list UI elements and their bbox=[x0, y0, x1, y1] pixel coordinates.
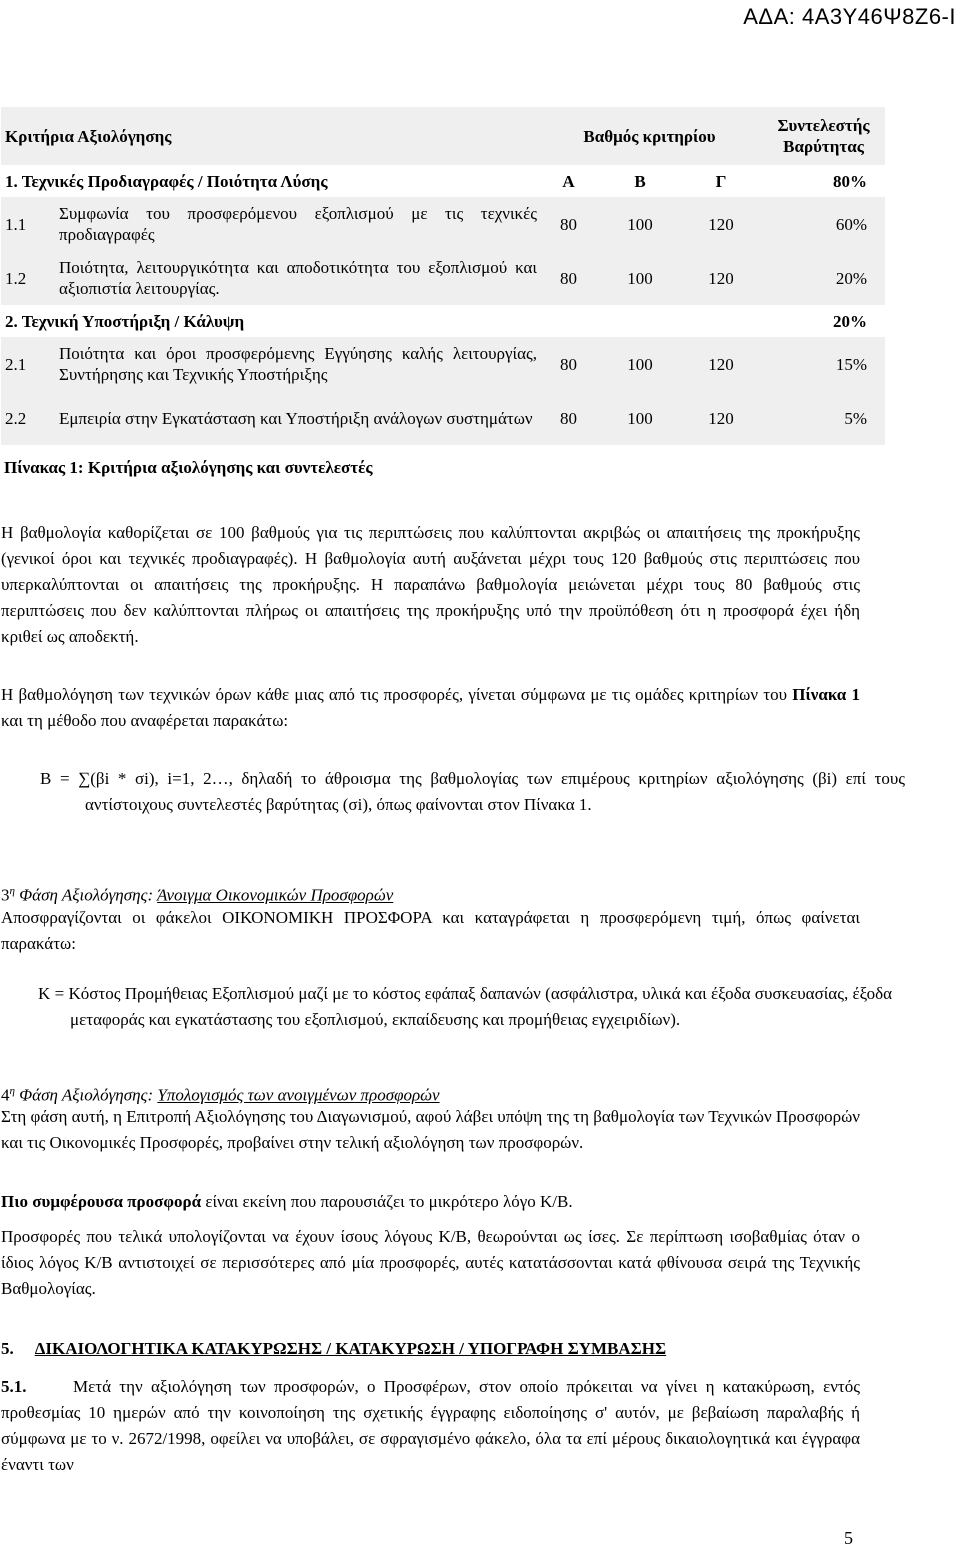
paragraph-method bbox=[1, 682, 860, 734]
row-number: 2.1 bbox=[5, 354, 27, 374]
table-caption: Πίνακας 1: Κριτήρια αξιολόγησης και συντελεστές bbox=[4, 458, 373, 477]
phase4-sup: η bbox=[9, 1085, 15, 1097]
phase3-number: 3 bbox=[1, 885, 10, 905]
header-grade: Βαθμός κριτηρίου bbox=[537, 107, 762, 165]
paragraph-5-1 bbox=[1, 1374, 860, 1478]
table-row bbox=[1, 251, 885, 305]
row-number: 2.2 bbox=[5, 408, 27, 428]
page-number: 5 bbox=[844, 1528, 853, 1548]
section5-heading bbox=[1, 1336, 860, 1362]
section-row bbox=[1, 165, 885, 197]
phase3-label: Φάση Αξιολόγησης: bbox=[14, 885, 158, 905]
row-weight: 60% bbox=[835, 214, 868, 234]
score-c: 120 bbox=[708, 354, 734, 374]
section5-title: ΔΙΚΑΙΟΛΟΓΗΤΙΚΑ ΚΑΤΑΚΥΡΩΣΗΣ / ΚΑΤΑΚΥΡΩΣΗ / ΥΠΟΓΡΑΦΗ ΣΥΜΒΑΣΗΣ bbox=[34, 1339, 667, 1358]
score-c: 120 bbox=[708, 268, 734, 288]
paragraph-phase3: Αποσφραγίζονται οι φάκελοι ΟΙΚΟΝΟΜΙΚΗ ΠΡΟΣΦΟΡΑ και καταγράφεται η προσφερόμενη τιμή, όπως φαίνεται παρακάτω: bbox=[1, 908, 860, 953]
paragraph-scoring: Η βαθμολογία καθορίζεται σε 100 βαθμούς για τις περιπτώσεις που καλύπτονται ακριβώς οι απαιτήσεις της προκήρυξης (γενικοί όροι και τεχνικές προδιαγραφές). Η βαθμολογία αυτή αυξάνεται μέχρι τους 120 βαθμούς στις περιπτώσεις που υπερκαλύπτονται οι απαιτήσεις της προκήρυξης. Η παραπάνω βαθμολογία μειώνεται μέχρι τους 80 βαθμούς στις περιπτώσεις που δεν καλύπτονται πλήρως οι απαιτήσεις της προκήρυξης υπό την προϋπόθεση ότι η προσφορά έχει ήδη κριθεί ως αποδεκτή. bbox=[1, 523, 860, 646]
table-header-row bbox=[1, 107, 885, 165]
score-b: 100 bbox=[627, 408, 653, 428]
level-c: Γ bbox=[680, 165, 762, 197]
score-b: 100 bbox=[627, 214, 653, 234]
table-row bbox=[1, 197, 885, 251]
clause-number: 5.1. bbox=[1, 1377, 27, 1396]
phase3-title: Άνοιγμα Οικονομικών Προσφορών bbox=[157, 885, 394, 905]
score-a: 80 bbox=[560, 268, 577, 288]
level-b: Β bbox=[600, 165, 680, 197]
level-a: Α bbox=[537, 165, 600, 197]
section-title: 1. Τεχνικές Προδιαγραφές / Ποιότητα Λύσης bbox=[1, 165, 537, 197]
criteria-table bbox=[1, 107, 885, 445]
row-weight: 15% bbox=[835, 354, 868, 374]
table-row bbox=[1, 337, 885, 391]
header-weight: Συντελεστής Βαρύτητας bbox=[762, 107, 885, 165]
formula-definition: Β = ∑(βi * σi), i=1, 2…, δηλαδή το άθροισμα της βαθμολογίας των επιμέρους κριτηρίων αξιολόγησης (βi) επί τους αντίστοιχους συντελεστές βαρύτητας (σi), όπως φαίνονται στον Πίνακα 1. bbox=[40, 769, 905, 814]
row-weight: 5% bbox=[844, 408, 868, 428]
best-offer-label: Πιο συμφέρουσα προσφορά bbox=[1, 1192, 202, 1211]
phase4-number: 4 bbox=[1, 1085, 10, 1105]
paragraph-tie: Προσφορές που τελικά υπολογίζονται να έχουν ίσους λόγους Κ/Β, θεωρούνται ως ίσες. Σε περίπτωση ισοβαθμίας όταν ο ίδιος λόγος Κ/Β αντιστοιχεί σε περισσότερες από μία προσφορές, αυτές κατατάσσονται κατά φθίνουσα σειρά της Τεχνικής Βαθμολογίας. bbox=[1, 1227, 860, 1298]
phase4-label: Φάση Αξιολόγησης: bbox=[14, 1085, 158, 1105]
table-row bbox=[1, 391, 885, 445]
section-title: 2. Τεχνική Υποστήριξη / Κάλυψη bbox=[1, 305, 762, 337]
score-c: 120 bbox=[708, 408, 734, 428]
row-number: 1.2 bbox=[5, 268, 27, 288]
best-offer-text: είναι εκείνη που παρουσιάζει το μικρότερο λόγο Κ/Β. bbox=[201, 1192, 573, 1211]
score-b: 100 bbox=[627, 354, 653, 374]
score-a: 80 bbox=[560, 408, 577, 428]
row-text: Συμφωνία του προσφερόμενου εξοπλισμού με τις τεχνικές προδιαγραφές bbox=[59, 204, 537, 244]
score-a: 80 bbox=[560, 354, 577, 374]
score-c: 120 bbox=[708, 214, 734, 234]
score-b: 100 bbox=[627, 268, 653, 288]
section5-number: 5. bbox=[1, 1339, 14, 1358]
row-text: Ποιότητα και όροι προσφερόμενης Εγγύησης καλής λειτουργίας, Συντήρησης και Τεχνικής Υποστήριξης bbox=[59, 344, 537, 384]
phase3-sup: η bbox=[9, 885, 15, 897]
score-a: 80 bbox=[560, 214, 577, 234]
row-number: 1.1 bbox=[5, 214, 27, 234]
ada-code: ΑΔΑ: 4Α3Υ46Ψ8Ζ6-Ι bbox=[743, 4, 956, 29]
phase4-title: Υπολογισμός των ανοιγμένων προσφορών bbox=[157, 1085, 440, 1105]
cost-definition: Κ = Κόστος Προμήθειας Εξοπλισμού μαζί με το κόστος εφάπαξ δαπανών (ασφάλιστρα, υλικά και έξοδα συσκευασίας, έξοδα μεταφοράς και εγκατάστασης του εξοπλισμού, εκπαίδευσης και προμήθειας εγχειριδίων). bbox=[38, 984, 892, 1029]
row-weight: 20% bbox=[835, 268, 868, 288]
clause-text: Μετά την αξιολόγηση των προσφορών, ο Προσφέρων, στον οποίο πρόκειται να γίνει η κατακύρωση, εντός προθεσμίας 10 ημερών από την κοινοποίηση της σχετικής έγγραφης ειδοποίησης σ' αυτόν, με βεβαίωση παραλαβής ή σύμφωνα με το ν. 2672/1998, οφείλει να υποβάλει, σε σφραγισμένο φάκελο, όλα τα επί μέρους δικαιολογητικά και έγγραφα έναντι των bbox=[1, 1377, 860, 1474]
section-weight: 80% bbox=[762, 165, 885, 197]
method-text-b: και τη μέθοδο που αναφέρεται παρακάτω: bbox=[1, 711, 289, 730]
table-reference: Πίνακα 1 bbox=[792, 685, 861, 704]
method-text-a: Η βαθμολόγηση των τεχνικών όρων κάθε μιας από τις προσφορές, γίνεται σύμφωνα με τις ομάδες κριτηρίων του bbox=[1, 685, 793, 704]
row-text: Εμπειρία στην Εγκατάσταση και Υποστήριξη ανάλογων συστημάτων bbox=[59, 408, 533, 428]
paragraph-phase4: Στη φάση αυτή, η Επιτροπή Αξιολόγησης του Διαγωνισμού, αφού λάβει υπόψη της τη βαθμολογία των Τεχνικών Προσφορών και τις Οικονομικές Προσφορές, προβαίνει στην τελική αξιολόγηση των προσφορών. bbox=[1, 1107, 860, 1152]
section-row bbox=[1, 305, 885, 337]
row-text: Ποιότητα, λειτουργικότητα και αποδοτικότητα του εξοπλισμού και αξιοπιστία λειτουργίας. bbox=[59, 258, 537, 298]
header-criteria: Κριτήρια Αξιολόγησης bbox=[1, 107, 537, 165]
section-weight: 20% bbox=[762, 305, 885, 337]
paragraph-best-offer bbox=[1, 1189, 860, 1215]
